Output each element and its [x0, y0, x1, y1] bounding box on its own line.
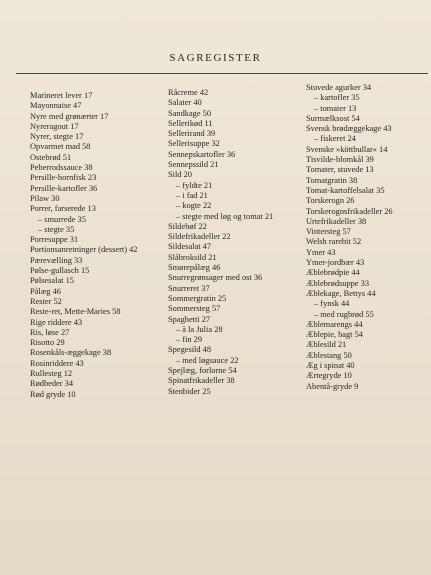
index-entry: Sildebøf 22	[168, 221, 207, 231]
index-entry: Porresuppe 31	[30, 235, 79, 245]
index-entry: Persille-kartofler 36	[30, 183, 98, 193]
index-entry: Spinatfrikadeller 38	[168, 376, 235, 386]
index-entry: Porrer, farserede 13	[30, 204, 96, 214]
index-entry: Abentå-gryde 9	[306, 381, 359, 391]
index-subentry: – à la Julia 28	[176, 324, 223, 334]
index-entry: Spejlæg, forlorne 54	[168, 366, 237, 376]
index-entry: Sennepskartofler 36	[168, 149, 236, 159]
index-subentry: – kogte 22	[176, 201, 212, 211]
index-subentry: – fyldte 21	[176, 180, 213, 190]
index-entry: Sommersteg 57	[168, 304, 221, 314]
index-entry: Rullesteg 12	[30, 369, 73, 379]
index-entry: Sennepssild 21	[168, 160, 219, 170]
index-entry: Pærevælling 33	[30, 255, 83, 265]
index-entry: Torskerognsfrikadeller 26	[306, 206, 393, 216]
index-subentry: – i fad 21	[176, 190, 208, 200]
index-entry: Pølse-gullasch 15	[30, 266, 90, 276]
index-entry: Snurreret 37	[168, 283, 210, 293]
index-entry: Svensk brødæggekage 43	[306, 124, 392, 134]
index-entry: Stuvede agurker 34	[306, 83, 372, 92]
index-entry: Surmælksost 54	[306, 113, 360, 123]
index-entry: Peberrodssauce 38	[30, 163, 93, 173]
index-subentry: – kartofler 35	[314, 93, 360, 103]
index-entry: Rød gryde 10	[30, 389, 76, 399]
index-subentry: – fynsk 44	[314, 299, 350, 309]
index-entry: Vintersteg 57	[306, 227, 351, 237]
index-entry: Opvarmet mad 58	[30, 142, 91, 152]
index-entry: Sildefrikadeller 22	[168, 232, 231, 242]
index-entry: Spaghetti 27	[168, 314, 211, 324]
index-entry: Stenbider 25	[168, 386, 211, 396]
index-entry: Tomatgratin 38	[306, 175, 358, 185]
index-entry: Slåbroksild 21	[168, 252, 217, 262]
index-entry: Svenske »köttbullar« 14	[306, 144, 388, 154]
index-subentry: – stegte med løg og tomat 21	[176, 211, 274, 221]
index-entry: Æblebrødsuppe 33	[306, 278, 370, 288]
index-entry: Rosenkåls-æggekage 38	[30, 348, 112, 358]
index-subentry: – med rugbrød 55	[314, 309, 374, 319]
index-entry: Reste-ret, Mette-Maries 58	[30, 307, 121, 317]
index-subentry: – stegte 35	[38, 224, 75, 234]
index-entry: Tomat-kartoffelsalat 35	[306, 185, 385, 195]
index-entry: Salater 40	[168, 98, 202, 108]
index-column-1	[30, 91, 137, 400]
index-subentry: – tomater 13	[314, 103, 357, 113]
index-entry: Pølsesalat 15	[30, 276, 74, 286]
index-entry: Ostebrød 51	[30, 152, 72, 162]
index-entry: Æg i spinat 40	[306, 361, 355, 371]
index-entry: Sandkage 50	[168, 108, 212, 118]
index-entry: Æblemarengs 44	[306, 319, 363, 329]
index-entry: Nyreragout 17	[30, 121, 79, 131]
index-entry: Tomater, stuvede 13	[306, 165, 374, 175]
index-entry: Portionsanretninger (dessert) 42	[30, 245, 138, 255]
index-entry: Torskerogn 26	[306, 196, 355, 206]
index-entry: Sildesalat 47	[168, 242, 212, 252]
index-entry: Urtefrikadeller 38	[306, 216, 367, 226]
index-entry: Welsh rarebit 52	[306, 237, 362, 247]
title-divider	[16, 73, 428, 74]
index-entry: Pålæg 46	[30, 286, 61, 296]
index-entry: Æblesild 21	[306, 340, 347, 350]
index-entry: Råcreme 42	[168, 88, 209, 97]
index-entry: Sellerirand 39	[168, 129, 216, 139]
index-subentry: – smurrede 35	[38, 214, 86, 224]
index-entry: Nyrer, stegte 17	[30, 132, 84, 142]
index-entry: Æblepie, bagt 54	[306, 330, 363, 340]
index-entry: Sellerisuppe 32	[168, 139, 220, 149]
index-column-3	[306, 83, 393, 392]
index-entry: Rosinriddere 43	[30, 358, 84, 368]
index-entry: Ærtegryde 10	[306, 371, 352, 381]
index-entry: Æblebrødpie 44	[306, 268, 360, 278]
index-entry: Nyre med grønærter 17	[30, 111, 109, 121]
index-entry: Rødbeder 34	[30, 379, 74, 389]
index-entry: Marineret lever 17	[30, 91, 93, 100]
index-entry: Pilaw 30	[30, 193, 60, 203]
index-entry: Sellerikød 11	[168, 118, 213, 128]
index-entry: Smørepålæg 46	[168, 263, 221, 273]
index-entry: Risotto 29	[30, 338, 65, 348]
index-subentry: – fiskeret 24	[314, 134, 356, 144]
index-column-2	[168, 88, 273, 397]
index-entry: Tisvilde-blomkål 39	[306, 155, 374, 165]
index-entry: Rester 52	[30, 296, 62, 306]
index-subentry: – fin 29	[176, 335, 203, 345]
index-entry: Ymer 43	[306, 247, 336, 257]
index-entry: Mayonnaise 47	[30, 101, 82, 111]
page-title: SAGREGISTER	[169, 52, 262, 64]
index-subentry: – med løgsauce 22	[176, 355, 239, 365]
index-entry: Æblekage, Bettys 44	[306, 288, 376, 298]
index-entry: Rige riddere 43	[30, 317, 83, 327]
index-entry: Æblestang 50	[306, 350, 352, 360]
index-entry: Ymer-jordbær 43	[306, 258, 365, 268]
index-entry: Ris, løse 27	[30, 327, 70, 337]
index-entry: Sild 20	[168, 170, 192, 180]
index-entry: Persille-hornfisk 23	[30, 173, 97, 183]
index-entry: Snurregrønsager med ost 36	[168, 273, 263, 283]
index-entry: Sommergratin 25	[168, 293, 227, 303]
index-entry: Spegesild 48	[168, 345, 212, 355]
